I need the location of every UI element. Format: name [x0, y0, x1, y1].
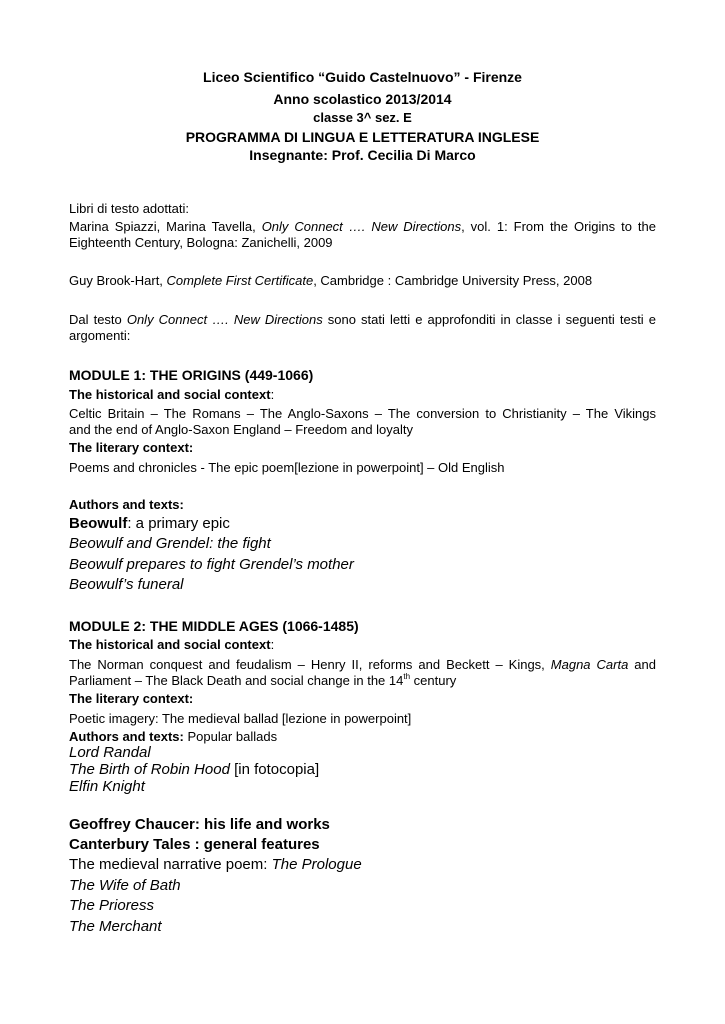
textbook-2-author: Guy Brook-Hart,: [69, 273, 167, 288]
narrative-pre: The medieval narrative poem:: [69, 856, 272, 873]
module-2-literary-heading: The literary context:: [69, 691, 194, 706]
module-2-literary-text: Poetic imagery: The medieval ballad [lezione in powerpoint]: [69, 711, 412, 726]
module-2-historical-heading: [69, 638, 274, 651]
teacher-name: Insegnante: Prof. Cecilia Di Marco: [249, 147, 476, 163]
ballad-2-note: [in fotocopia]: [229, 761, 320, 778]
historical-heading-colon: :: [270, 637, 275, 652]
tale-3: The Merchant: [69, 918, 162, 935]
textbook-2: [69, 274, 592, 287]
module-1-historical-heading: [69, 388, 274, 401]
textbook-1-line-2: Eighteenth Century, Bologna: Zanichelli, 2009: [69, 235, 333, 250]
module-2-historical-line-2: [69, 674, 456, 687]
narrative-poem-line: [69, 857, 362, 872]
textbook-2-title: Complete First Certificate: [166, 273, 314, 288]
module-1-text-2: Beowulf prepares to fight Grendel’s mother: [69, 556, 354, 573]
module-1-text-1: Beowulf and Grendel: the fight: [69, 535, 271, 552]
authors-heading: Authors and texts:: [69, 729, 184, 744]
beowulf-desc: : a primary epic: [127, 515, 230, 532]
textbook-2-details: , Cambridge : Cambridge University Press, 2008: [313, 273, 593, 288]
intro-line-2: argomenti:: [69, 328, 131, 343]
narrative-prologue: The Prologue: [271, 856, 362, 873]
intro-line-1: [69, 313, 656, 326]
beowulf-title: Beowulf: [69, 515, 128, 532]
historical-heading-text: The historical and social context: [69, 637, 271, 652]
ballad-3: Elfin Knight: [69, 778, 145, 795]
intro-title: Only Connect …. New Directions: [126, 312, 323, 327]
intro-post: sono stati letti e approfonditi in classe i seguenti testi e: [322, 312, 656, 327]
textbooks-heading: Libri di testo adottati:: [69, 201, 189, 216]
textbook-1-title: Only Connect …. New Directions: [261, 219, 462, 234]
superscript-th: th: [403, 672, 411, 681]
module-1-authors-heading: Authors and texts:: [69, 497, 184, 512]
textbook-1-line-1: [69, 220, 656, 233]
beowulf-line: [69, 516, 230, 531]
module-1-literary-text: Poems and chronicles - The epic poem[lezione in powerpoint] – Old English: [69, 460, 505, 475]
historical-line-2-pre: Parliament – The Black Death and social change in the 14: [69, 673, 404, 688]
chaucer-heading: Geoffrey Chaucer: his life and works: [69, 816, 330, 833]
module-2-title: MODULE 2: THE MIDDLE AGES (1066-1485): [69, 618, 359, 634]
class-info: classe 3^ sez. E: [313, 110, 412, 125]
historical-line-2-post: century: [410, 673, 457, 688]
historical-line-1-post: and: [628, 657, 656, 672]
module-1-literary-heading: The literary context:: [69, 440, 194, 455]
historical-heading-text: The historical and social context: [69, 387, 271, 402]
ballad-2-title: The Birth of Robin Hood: [69, 761, 230, 778]
ballad-2: [69, 762, 319, 777]
ballad-1: Lord Randal: [69, 744, 151, 761]
magna-carta: Magna Carta: [550, 657, 629, 672]
tale-2: The Prioress: [69, 897, 155, 914]
program-title: PROGRAMMA DI LINGUA E LETTERATURA INGLESE: [185, 129, 540, 145]
module-1-historical-line-1: Celtic Britain – The Romans – The Anglo-Saxons – The conversion to Christianity – The Vikings: [69, 406, 656, 421]
historical-line-1-pre: The Norman conquest and feudalism – Henry II, reforms and Beckett – Kings,: [69, 657, 551, 672]
module-1-title: MODULE 1: THE ORIGINS (449-1066): [69, 367, 314, 383]
module-2-historical-line-1: [69, 658, 656, 671]
intro-pre: Dal testo: [69, 312, 127, 327]
authors-text: Popular ballads: [183, 729, 278, 744]
module-2-authors-line: [69, 730, 277, 743]
historical-heading-colon: :: [270, 387, 275, 402]
module-1-historical-line-2: and the end of Anglo-Saxon England – Freedom and loyalty: [69, 422, 414, 437]
module-1-text-3: Beowulf’s funeral: [69, 576, 184, 593]
textbook-1-details: , vol. 1: From the Origins to the: [461, 219, 656, 234]
canterbury-heading: Canterbury Tales : general features: [69, 836, 320, 853]
school-year: Anno scolastico 2013/2014: [273, 91, 452, 107]
textbook-1-authors: Marina Spiazzi, Marina Tavella,: [69, 219, 262, 234]
school-name: Liceo Scientifico “Guido Castelnuovo” - Firenze: [203, 69, 522, 85]
tale-1: The Wife of Bath: [69, 877, 181, 894]
